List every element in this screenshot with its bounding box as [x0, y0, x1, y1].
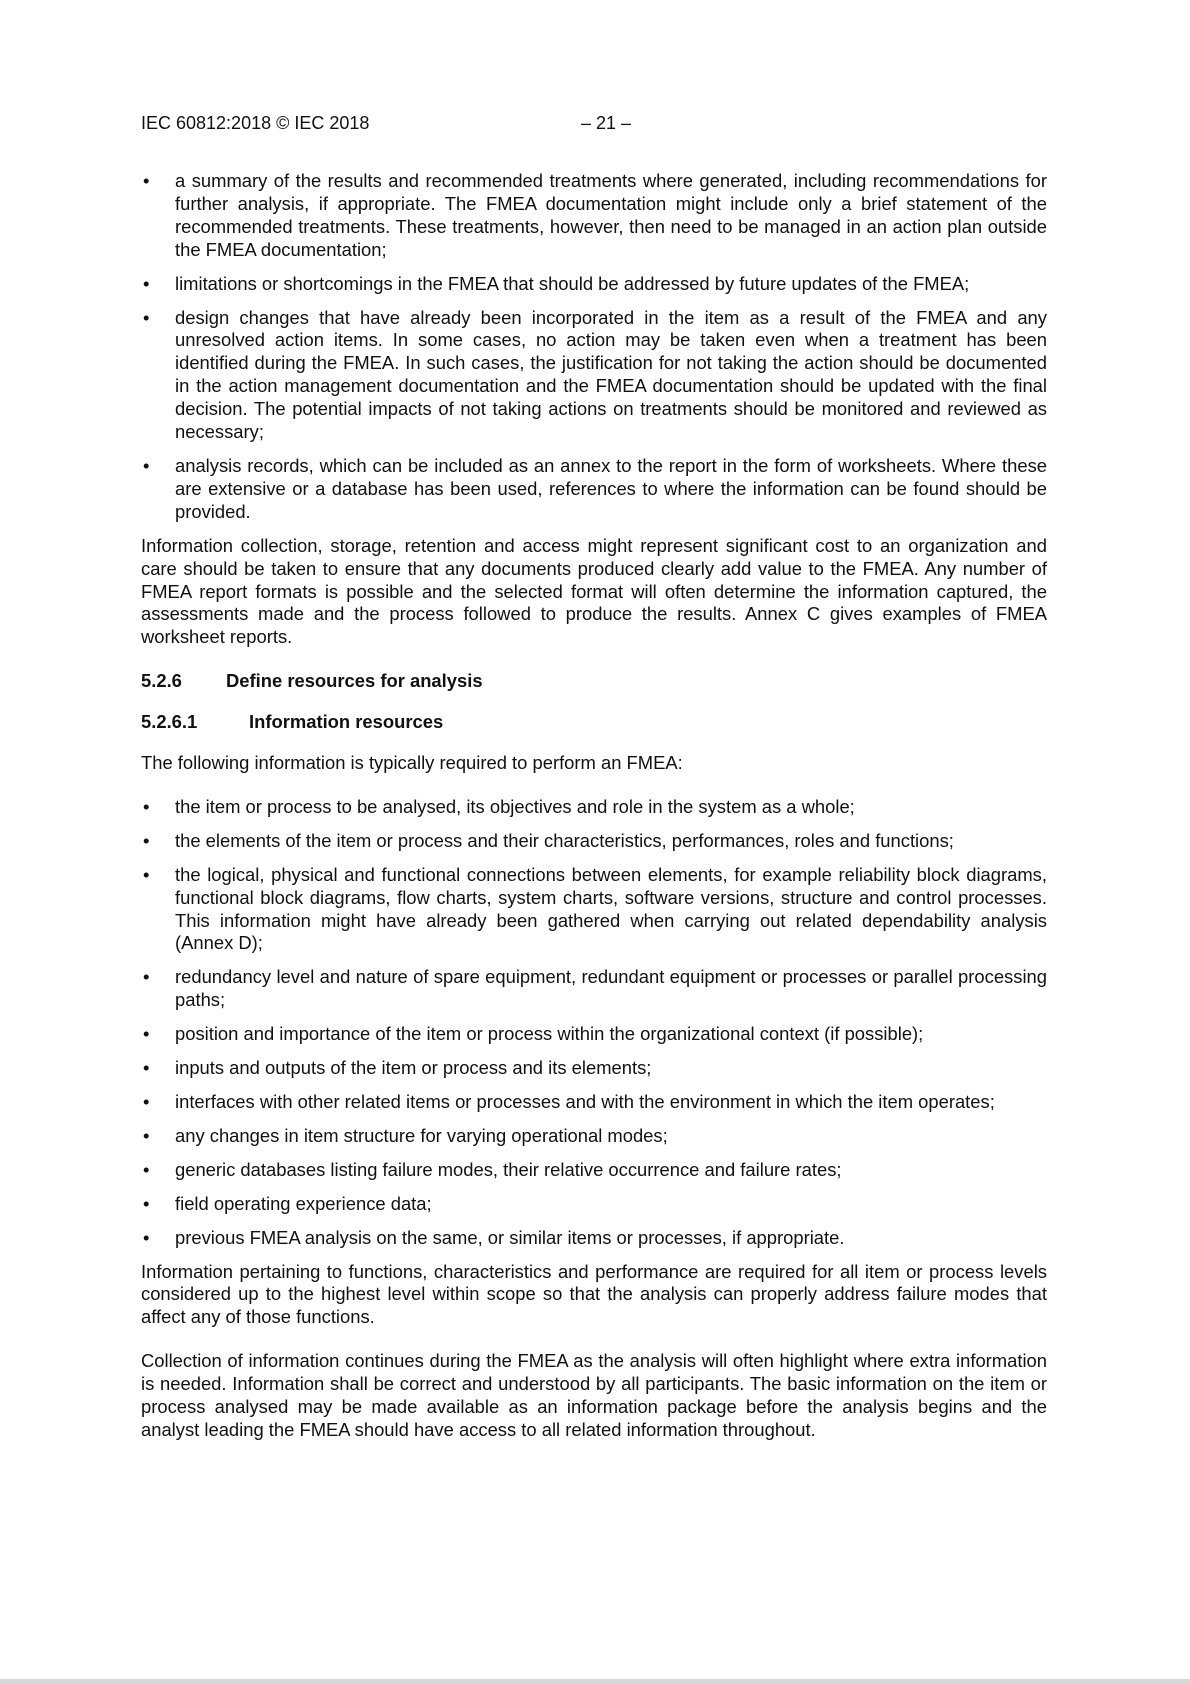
list-item	[141, 170, 1047, 262]
bullet-icon: •	[143, 1023, 150, 1045]
list-item	[141, 966, 1047, 1012]
list-item-text: the logical, physical and functional connections between elements, for example reliability block diagrams, functional block diagrams, flow charts, system charts, software versions, structure and control processes. This information might have already been gathered when carrying out related dependability analysis (Annex D);	[175, 863, 1047, 954]
bullet-icon: •	[143, 1091, 150, 1112]
section-heading-5-2-6	[141, 670, 1047, 693]
list-item	[141, 307, 1047, 444]
list-item-text: the item or process to be analysed, its objectives and role in the system as a whole;	[175, 795, 855, 817]
section-number: 5.2.6	[141, 670, 182, 692]
bullet-icon: •	[143, 454, 150, 476]
bullet-icon: •	[143, 1226, 150, 1248]
bullet-icon: •	[143, 829, 150, 851]
list-item-text: interfaces with other related items or processes and with the environment in which the item operates;	[175, 1091, 995, 1112]
document-body	[141, 170, 1047, 1463]
list-item	[141, 1125, 1047, 1148]
list-item-text: analysis records, which can be included as an annex to the report in the form of worksheets. Where these are extensive or a database has been used, references to where the information can be found should be provided.	[175, 454, 1047, 522]
list-item	[141, 1023, 1047, 1046]
page-number: – 21 –	[581, 113, 632, 133]
list-item-text: previous FMEA analysis on the same, or similar items or processes, if appropriate.	[175, 1226, 845, 1248]
bullet-icon: •	[143, 863, 150, 885]
standard-identifier: IEC 60812:2018 © IEC 2018	[141, 113, 370, 133]
list-item	[141, 796, 1047, 819]
list-item	[141, 1091, 1047, 1114]
page-bottom-edge	[0, 1679, 1190, 1684]
paragraph-info-collection: Information collection, storage, retention and access might represent significant cost to an organization and care should be taken to ensure that any documents produced clearly add value to the FMEA. Any number of FMEA report formats is possible and the selected format will often determine the information captured, the assessments made and the process followed to produce the results. Annex C gives examples of FMEA worksheet reports.	[141, 534, 1047, 648]
paragraph-functions: Information pertaining to functions, characteristics and performance are required for all item or process levels considered up to the highest level within scope so that the analysis can properly address failure modes that affect any of those functions.	[141, 1260, 1047, 1328]
section-title: Information resources	[249, 711, 444, 733]
list-item-text: inputs and outputs of the item or process and its elements;	[175, 1057, 652, 1079]
list-item-text: a summary of the results and recommended treatments where generated, including recommendations for further analysis, if appropriate. The FMEA documentation might include only a brief statement of the recommended treatments. These treatments, however, then need to be managed in an action plan outside the FMEA documentation;	[175, 170, 1047, 260]
list-item-text: field operating experience data;	[175, 1192, 432, 1214]
list-item	[141, 1227, 1047, 1250]
paragraph-collection: Collection of information continues during the FMEA as the analysis will often highlight where extra information is needed. Information shall be correct and understood by all participants. The basic information on the item or process analysed may be made available as an information package before the analysis begins and the analyst leading the FMEA should have access to all related information throughout.	[141, 1350, 1047, 1440]
section-number: 5.2.6.1	[141, 711, 198, 733]
bullet-icon: •	[143, 1192, 150, 1214]
bullet-icon: •	[143, 170, 150, 191]
section-heading-5-2-6-1	[141, 711, 1047, 734]
bullet-icon: •	[143, 1057, 150, 1079]
page-header	[141, 113, 1061, 137]
list-item	[141, 273, 1047, 296]
bullet-icon: •	[143, 272, 150, 294]
list-item-text: limitations or shortcomings in the FMEA that should be addressed by future updates of the FMEA;	[175, 272, 970, 294]
list-item	[141, 1057, 1047, 1080]
list-item-text: the elements of the item or process and their characteristics, performances, roles and functions;	[175, 829, 954, 851]
list-item	[141, 1159, 1047, 1182]
list-item	[141, 864, 1047, 956]
list-item-text: design changes that have already been incorporated in the item as a result of the FMEA and any unresolved action items. In some cases, no action may be taken even when a treatment has been identified during the FMEA. In such cases, the justification for not taking the action should be documented in the action management documentation and the FMEA documentation should be updated with the final decision. The potential impacts of not taking actions on treatments should be monitored and reviewed as necessary;	[175, 306, 1047, 443]
bullet-icon: •	[143, 795, 150, 817]
list-item-text: redundancy level and nature of spare equipment, redundant equipment or processes or parallel processing paths;	[175, 966, 1047, 1011]
list-item-text: any changes in item structure for varying operational modes;	[175, 1124, 668, 1146]
section-title: Define resources for analysis	[226, 670, 483, 692]
bullet-icon: •	[143, 306, 150, 328]
paragraph-intro: The following information is typically required to perform an FMEA:	[141, 752, 683, 774]
list-item	[141, 1193, 1047, 1216]
list-item-text: generic databases listing failure modes, their relative occurrence and failure rates;	[175, 1158, 842, 1180]
list-item-text: position and importance of the item or process within the organizational context (if possible);	[175, 1023, 924, 1045]
report-contents-list	[141, 170, 1047, 524]
information-resources-list	[141, 796, 1047, 1250]
bullet-icon: •	[143, 966, 150, 988]
bullet-icon: •	[143, 1158, 150, 1180]
list-item	[141, 455, 1047, 524]
list-item	[141, 830, 1047, 853]
bullet-icon: •	[143, 1124, 150, 1146]
